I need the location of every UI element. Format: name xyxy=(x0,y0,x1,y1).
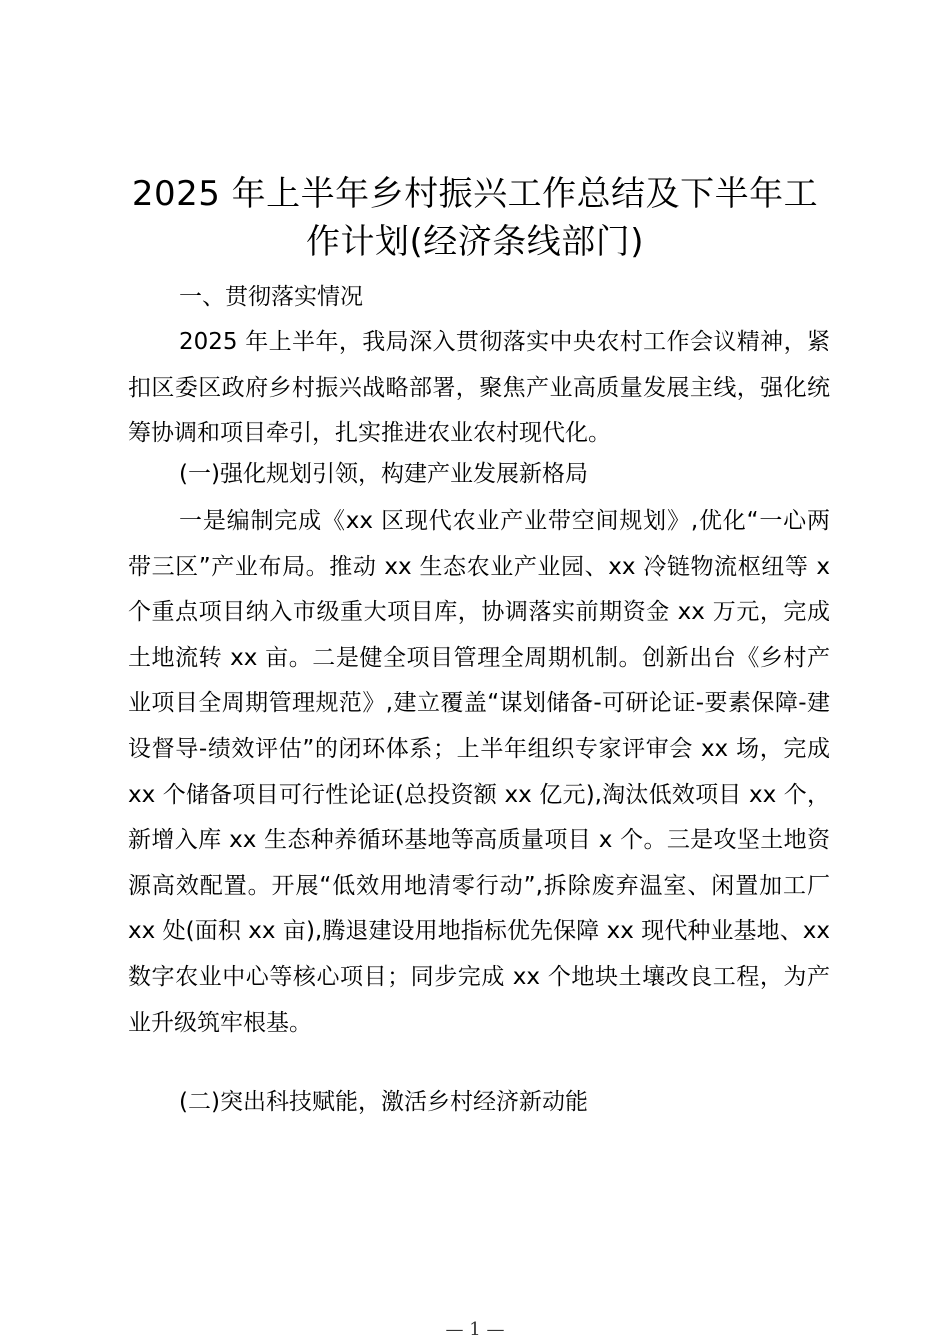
subsection-heading-1: (一)强化规划引领，构建产业发展新格局 xyxy=(179,461,588,487)
subsection-heading-2: (二)突出科技赋能，激活乡村经济新动能 xyxy=(179,1089,588,1115)
section-heading-1: 一、贯彻落实情况 xyxy=(179,284,363,310)
title-line-2: 作计划(经济条线部门) xyxy=(305,222,645,262)
subsection-1-paragraph: 一是编制完成《xx 区现代农业产业带空间规划》,优化“一心两带三区”产业布局。推动 xx 生态农业产业园、xx 冷链物流枢纽等 x 个重点项目纳入市级重大项目库，协调落实前期资金 xx 万元，完成土地流转 xx 亩。二是健全项目管理全周期机制。创新出台《乡村产业项目全周期管理规范》,建立覆盖“谋划储备-可研论证-要素保障-建设督导-绩效评估”的闭环体系；上半年组织专家评审会 xx 场，完成 xx 个储备项目可行性论证(总投资额 xx 亿元),淘汰低效项目 xx 个，新增入库 xx 生态种养循环基地等高质量项目 x 个。三是攻坚土地资源高效配置。开展“低效用地清零行动”,拆除废弃温室、闲置加工厂 xx 处(面积 xx 亩),腾退建设用地指标优先保障 xx 现代种业基地、xx 数字农业中心等核心项目；同步完成 xx 个地块土壤改良工程，为产业升级筑牢根基。 xyxy=(128,508,830,1036)
page-number: — 1 — xyxy=(445,1319,505,1340)
section-1-paragraph: 2025 年上半年，我局深入贯彻落实中央农村工作会议精神，紧扣区委区政府乡村振兴战略部署，聚焦产业高质量发展主线，强化统筹协调和项目牵引，扎实推进农业农村现代化。 xyxy=(128,329,830,447)
document-title xyxy=(110,170,840,266)
title-line-1: 2025 年上半年乡村振兴工作总结及下半年工 xyxy=(131,174,819,214)
